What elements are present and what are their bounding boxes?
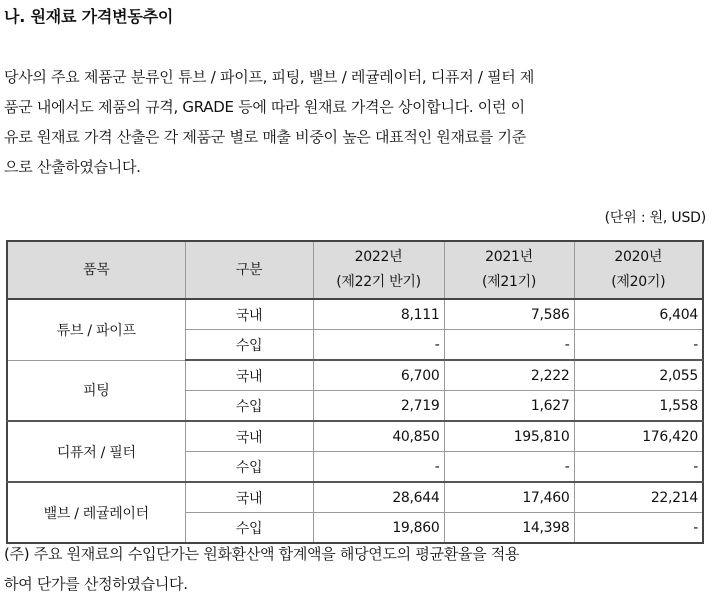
value-2020-cell: 6,404 xyxy=(574,299,703,330)
item-cell: 튜브 / 파이프 xyxy=(7,299,185,360)
type-cell: 국내 xyxy=(185,482,313,513)
header-item: 품목 xyxy=(7,241,185,299)
type-cell: 국내 xyxy=(185,299,313,330)
type-cell: 국내 xyxy=(185,360,313,391)
unit-note: (단위 : 원, USD) xyxy=(604,210,706,226)
table-row xyxy=(7,482,703,513)
value-2021-cell: - xyxy=(444,452,574,483)
value-2021-cell: 14,398 xyxy=(444,513,574,544)
paragraph-line: 품군 내에서도 제품의 규격, GRADE 등에 따라 원재료 가격은 상이합니다. 이런 이 xyxy=(4,98,525,116)
value-2022-cell: 2,719 xyxy=(313,391,444,422)
footnote-line: 하여 단가를 산정하였습니다. xyxy=(4,575,188,593)
header-2020-year: 2020년 xyxy=(614,249,663,265)
header-2022-period: (제22기 반기) xyxy=(336,274,421,290)
value-2022-cell: 6,700 xyxy=(313,360,444,391)
value-2020-cell: - xyxy=(574,330,703,361)
description-paragraph xyxy=(4,62,708,182)
section-heading: 나. 원재료 가격변동추이 xyxy=(4,7,174,26)
value-2020-cell: 2,055 xyxy=(574,360,703,391)
table-row xyxy=(7,299,703,330)
type-cell: 수입 xyxy=(185,330,313,361)
value-2020-cell: - xyxy=(574,452,703,483)
item-cell: 디퓨저 / 필터 xyxy=(7,421,185,482)
value-2021-cell: 2,222 xyxy=(444,360,574,391)
table-header-row xyxy=(7,241,703,299)
value-2021-cell: 7,586 xyxy=(444,299,574,330)
footnote xyxy=(4,539,708,599)
header-2021-year: 2021년 xyxy=(485,249,533,265)
value-2022-cell: 8,111 xyxy=(313,299,444,330)
header-2022-year: 2022년 xyxy=(354,249,403,265)
type-cell: 수입 xyxy=(185,391,313,422)
header-2021 xyxy=(444,241,574,299)
type-cell: 수입 xyxy=(185,452,313,483)
value-2021-cell: - xyxy=(444,330,574,361)
value-2020-cell: 176,420 xyxy=(574,421,703,452)
table-row xyxy=(7,360,703,391)
value-2020-cell: 1,558 xyxy=(574,391,703,422)
type-cell: 수입 xyxy=(185,513,313,544)
header-2020-period: (제20기) xyxy=(611,274,666,290)
paragraph-line: 유로 원재료 가격 산출은 각 제품군 별로 매출 비중이 높은 대표적인 원재료를 기준 xyxy=(4,128,526,146)
item-cell: 피팅 xyxy=(7,360,185,421)
value-2020-cell: 22,214 xyxy=(574,482,703,513)
value-2022-cell: 19,860 xyxy=(313,513,444,544)
value-2021-cell: 195,810 xyxy=(444,421,574,452)
header-2022 xyxy=(313,241,444,299)
raw-material-price-table xyxy=(6,240,704,544)
value-2021-cell: 1,627 xyxy=(444,391,574,422)
value-2022-cell: - xyxy=(313,330,444,361)
value-2022-cell: 40,850 xyxy=(313,421,444,452)
value-2022-cell: 28,644 xyxy=(313,482,444,513)
paragraph-line: 당사의 주요 제품군 분류인 튜브 / 파이프, 피팅, 밸브 / 레귤레이터, 디퓨저 / 필터 제 xyxy=(4,68,535,86)
footnote-line: (주) 주요 원재료의 수입단가는 원화환산액 합계액을 해당연도의 평균환율을 적용 xyxy=(4,545,520,563)
paragraph-line: 으로 산출하였습니다. xyxy=(4,158,141,176)
value-2021-cell: 17,460 xyxy=(444,482,574,513)
header-2021-period: (제21기) xyxy=(482,274,536,290)
table-row xyxy=(7,421,703,452)
item-cell: 밸브 / 레귤레이터 xyxy=(7,482,185,543)
type-cell: 국내 xyxy=(185,421,313,452)
header-2020 xyxy=(574,241,703,299)
value-2020-cell: - xyxy=(574,513,703,544)
value-2022-cell: - xyxy=(313,452,444,483)
header-type: 구분 xyxy=(185,241,313,299)
